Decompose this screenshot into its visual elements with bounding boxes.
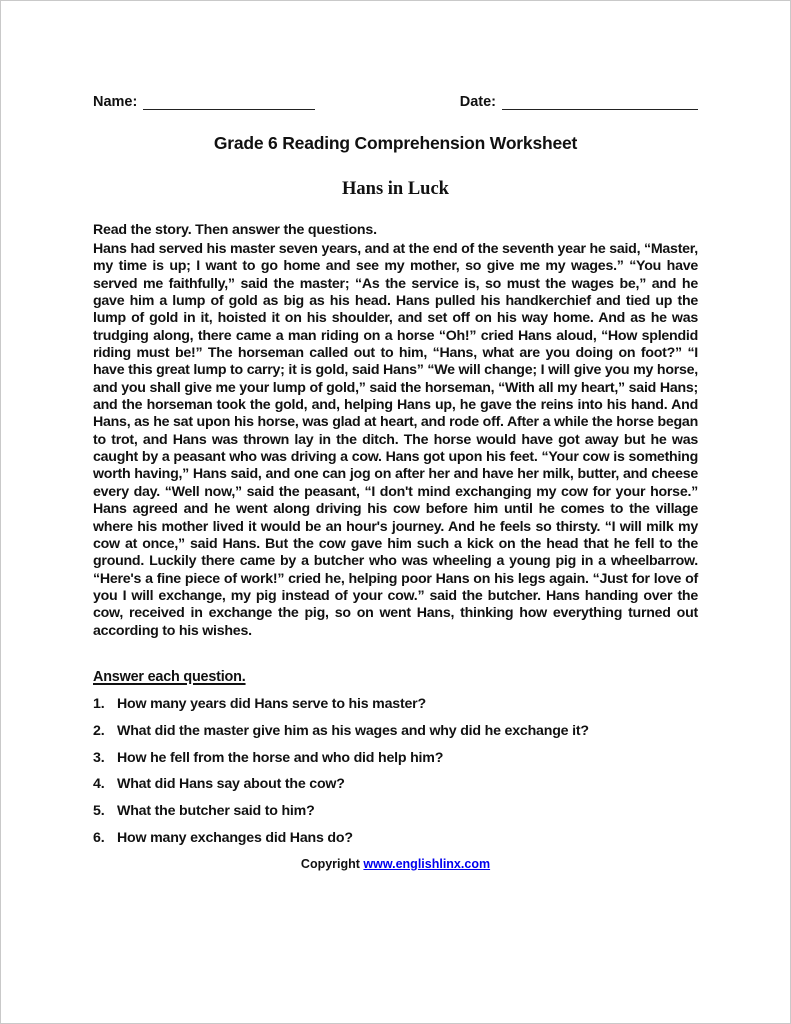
question-item [93, 723, 698, 740]
question-number: 3. [93, 749, 105, 766]
question-text: What did the master give him as his wages and why did he exchange it? [117, 722, 589, 739]
name-date-row [93, 94, 698, 110]
question-list [93, 696, 698, 847]
question-text: How he fell from the horse and who did help him? [117, 749, 444, 766]
answer-heading: Answer each question. [93, 668, 246, 685]
date-label: Date: [459, 94, 496, 110]
question-number: 2. [93, 722, 105, 739]
copyright-label: Copyright [300, 856, 364, 871]
question-text: What the butcher said to him? [117, 803, 315, 820]
question-text: How many exchanges did Hans do? [117, 829, 353, 846]
question-number: 1. [93, 695, 105, 712]
copyright-line [93, 857, 698, 871]
date-blank-line [502, 95, 698, 110]
question-item [93, 830, 698, 847]
question-number: 6. [93, 829, 105, 846]
name-blank-line [143, 95, 315, 110]
story-title: Hans in Luck [342, 179, 449, 199]
instructions-line: Read the story. Then answer the questions. [93, 222, 377, 238]
question-item [93, 750, 698, 767]
question-number: 5. [93, 803, 105, 820]
question-item [93, 696, 698, 713]
question-number: 4. [93, 776, 105, 793]
question-item [93, 803, 698, 820]
date-field [460, 94, 698, 110]
story-paragraph: Hans had served his master seven years, and at the end of the seventh year he said, “Master, my time is up; I want to go home and see my mother, so give me my wages.” “You have served me faithfully,” said the master; “As the service is, so must the wages be,” and he gave him a lump of gold as big as his head. Hans pulled his handkerchief and tied up the lump of gold in it, hoisted it on his shoulder, and set off on his way home. And as he was trudging along, there came a man riding on a horse “Oh!” cried Hans aloud, “How splendid riding must be!” The horseman called out to him, “Hans, what are you doing on foot?” “I have this great lump to carry; it is gold, said Hans” “We will change; I will give you my horse, and you shall give me your lump of gold,” said the horseman, “With all my heart,” said Hans; and the horseman took the gold, and, helping Hans up, he gave the reins into his hand. And Hans, as he sat upon his horse, was glad at heart, and rode off. After a while the horse began to trot, and Hans was thrown lay in the ditch. The horse would have got away but he was caught by a peasant who was driving a cow. Hans got upon his feet. “Your cow is something worth having,” Hans said, and one can jog on after her and have her milk, butter, and cheese every day. “Well now,” said the peasant, “I don't mind exchanging my cow for your horse.” Hans agreed and he went along driving his cow before him until he comes to the village where his mother lived it would be an hour's journey. And he feels so thirsty. “I will milk my cow at once,” said Hans. But the cow gave him such a kick on the head that he fell to the ground. Luckily there came by a butcher who was wheeling a young pig in a wheelbarrow. “Here's a fine piece of work!” cried he, helping poor Hans on his legs again. “Just for love of you I will exchange, my pig instead of your cow.” said the butcher. Hans handing over the cow, received in exchange the pig, so on went Hans, thinking how everything turned out according to his wishes. [93, 241, 698, 639]
question-text: How many years did Hans serve to his master? [117, 695, 426, 712]
name-field [93, 94, 315, 110]
worksheet-title: Grade 6 Reading Comprehension Worksheet [213, 133, 578, 153]
question-text: What did Hans say about the cow? [117, 776, 345, 793]
name-label: Name: [93, 94, 138, 110]
question-item [93, 776, 698, 793]
copyright-link[interactable]: www.englishlinx.com [363, 856, 491, 871]
